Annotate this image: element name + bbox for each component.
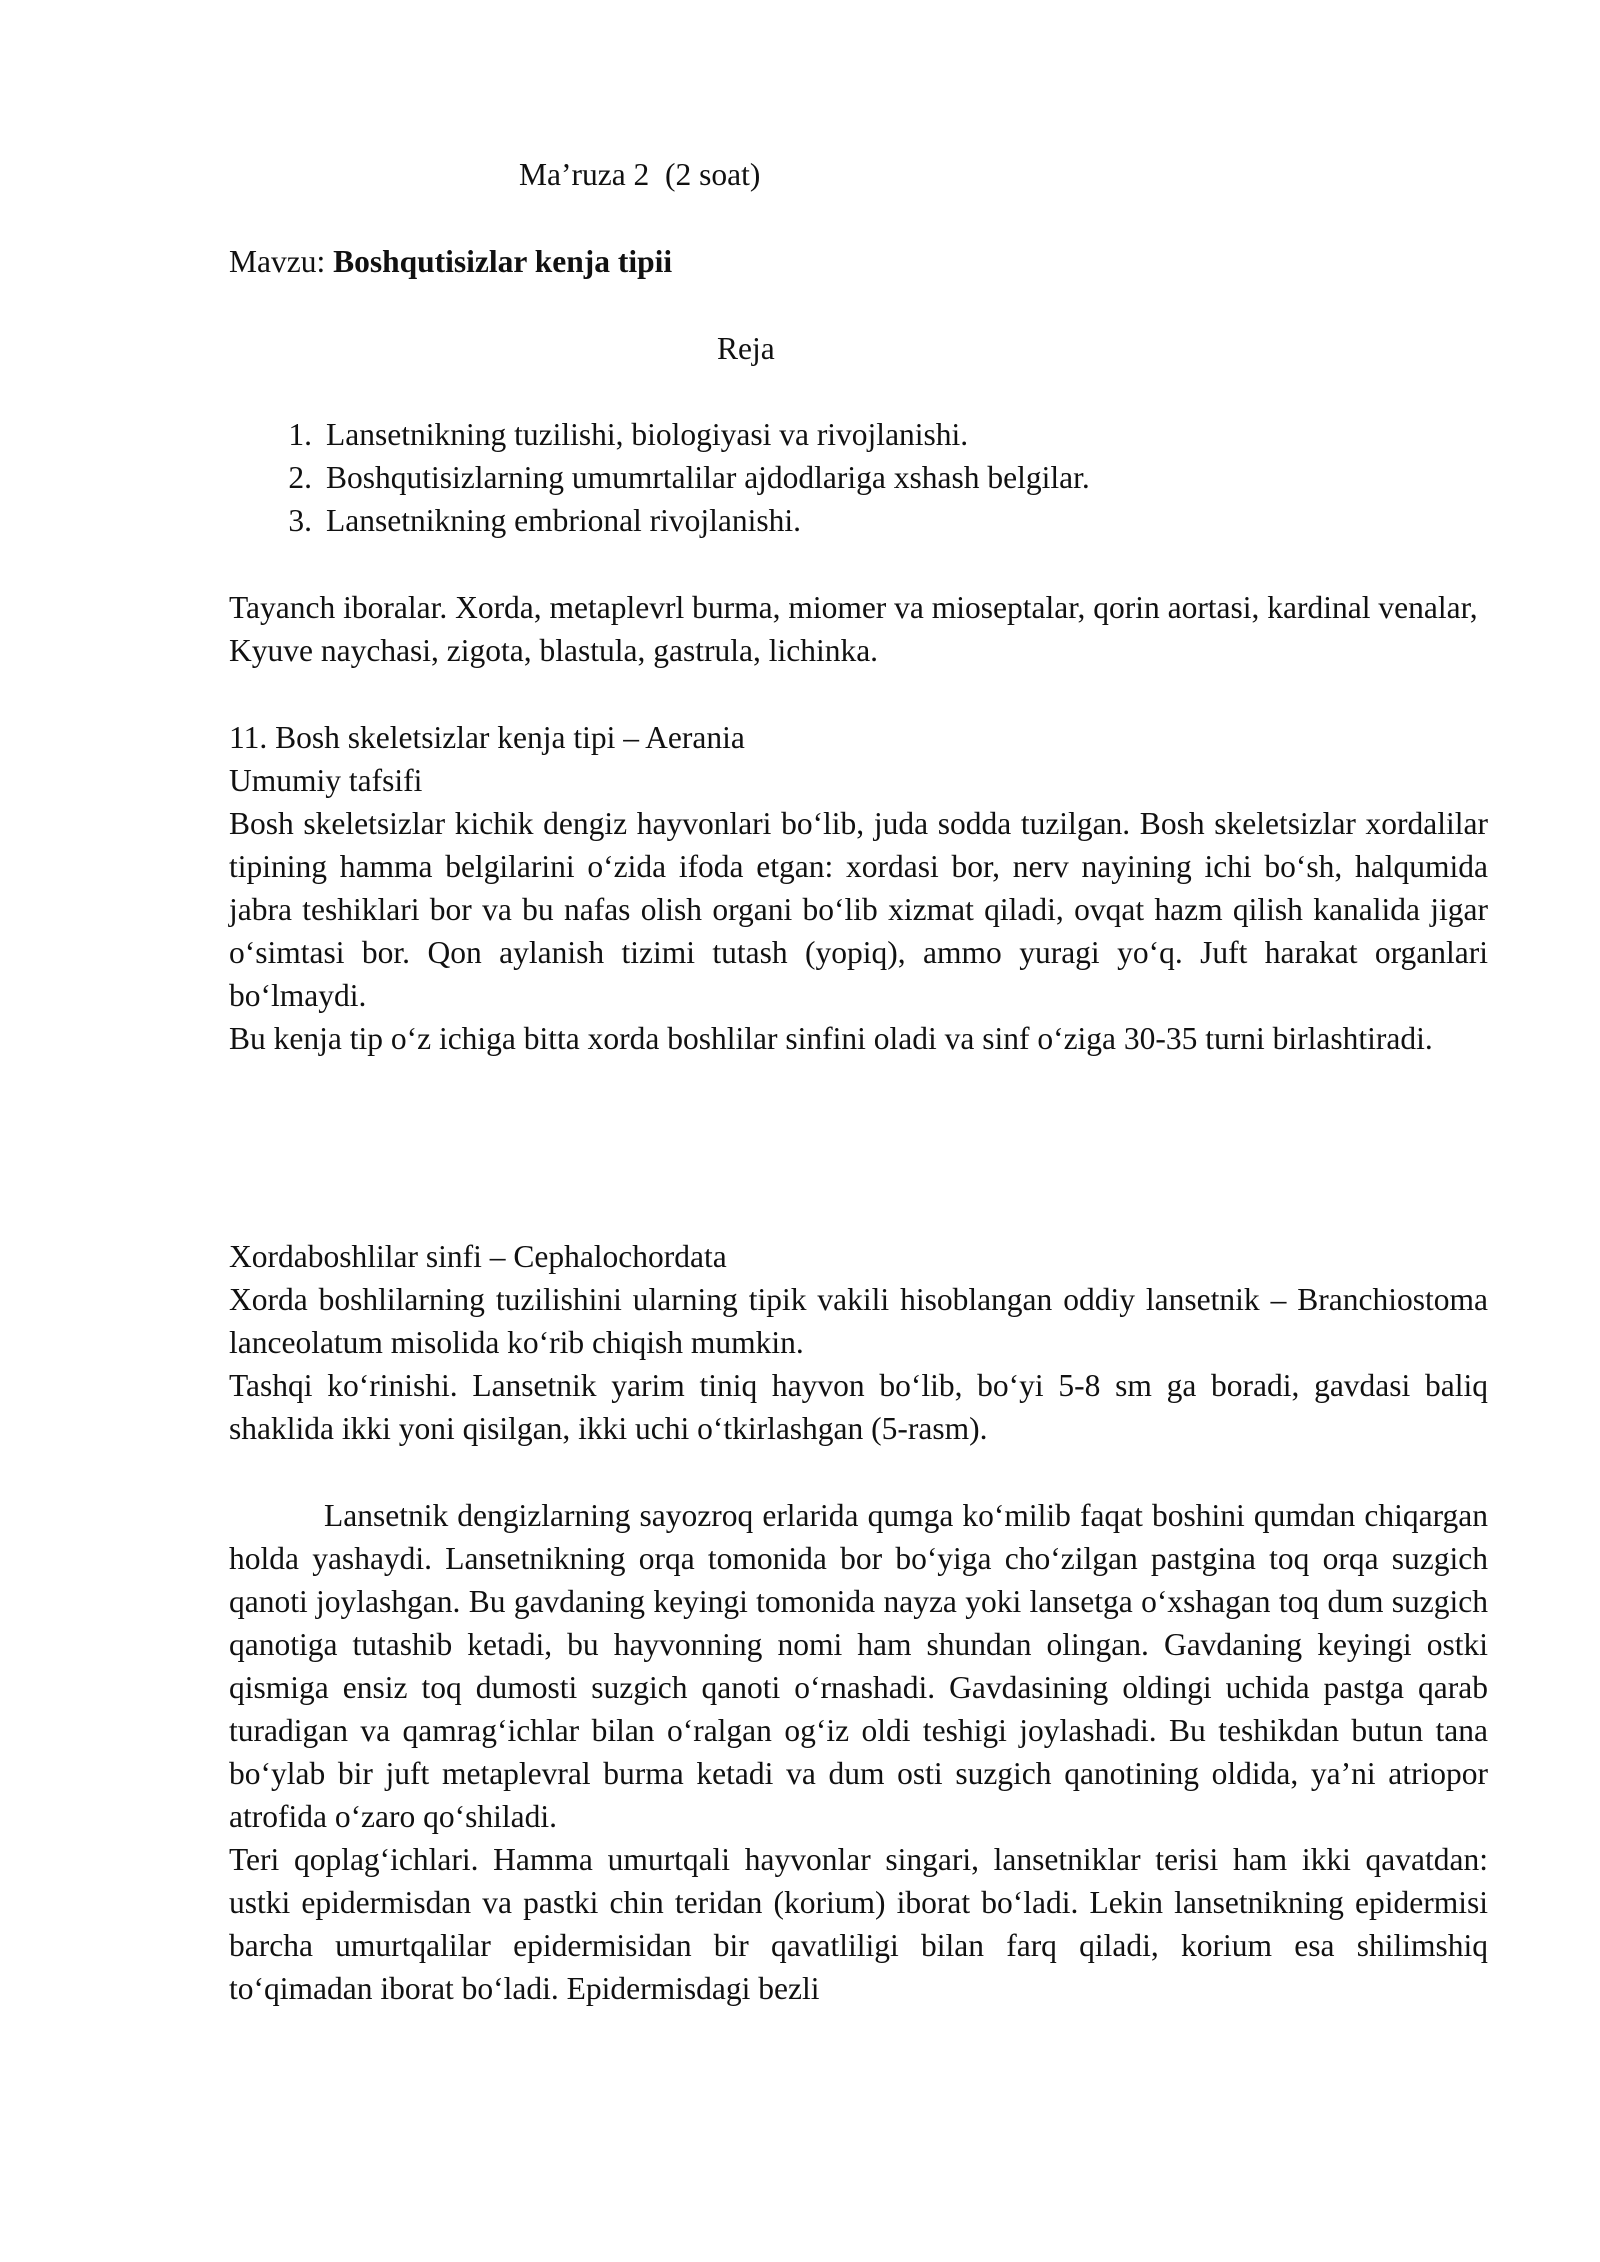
plan-item-number: 2.	[288, 460, 312, 495]
body-paragraph: Xorda boshlilarning tuzilishini ularning tipik vakili hisoblangan oddiy lansetnik – Branchiostoma lanceolatum misolida ko‘rib chiqish mumkin.	[229, 1282, 1488, 1360]
section-lansetnik-description	[229, 1494, 1488, 2010]
topic-value: Boshqutisizlar kenja tipii	[333, 244, 673, 279]
section-xordaboshlilar	[229, 1235, 1488, 1450]
section-heading: 11. Bosh skeletsizlar kenja tipi – Aerania	[229, 720, 745, 755]
section-subheading: Umumiy tafsifi	[229, 763, 423, 798]
plan-item-text: Boshqutisizlarning umumrtalilar ajdodlariga xshash belgilar.	[326, 460, 1090, 495]
plan-item	[270, 499, 1470, 542]
plan-list	[270, 413, 1470, 542]
lecture-title: Ma’ruza 2 (2 soat)	[519, 157, 761, 192]
plan-item-number: 1.	[288, 417, 312, 452]
plan-item	[270, 413, 1470, 456]
keywords-paragraph: Tayanch iboralar. Xorda, metaplevrl burma, miomer va mioseptalar, qorin aortasi, kardinal venalar, Kyuve naychasi, zigota, blastula, gastrula, lichinka.	[229, 590, 1478, 668]
plan-heading: Reja	[717, 331, 775, 366]
section-bosh-skeletsizlar	[229, 716, 1488, 1060]
plan-item-number: 3.	[288, 503, 312, 538]
topic-line	[229, 240, 1488, 283]
body-paragraph: Bu kenja tip o‘z ichiga bitta xorda boshlilar sinfini oladi va sinf o‘ziga 30-35 turni birlashtiradi.	[229, 1021, 1433, 1056]
body-paragraph: Teri qoplag‘ichlari. Hamma umurtqali hayvonlar singari, lansetniklar terisi ham ikki qavatdan: ustki epidermisdan va pastki chin teridan (korium) iborat bo‘ladi. Lekin lansetnikning epidermisi barcha umurtqalilar epidermisidan bir qavatliligi bilan farq qiladi, korium esa shilimshiq to‘qimadan iborat bo‘ladi. Epidermisdagi bezli	[229, 1842, 1488, 2006]
topic-label: Mavzu:	[229, 244, 334, 279]
body-paragraph: Tashqi ko‘rinishi. Lansetnik yarim tiniq hayvon bo‘lib, bo‘yi 5-8 sm ga boradi, gavdasi baliq shaklida ikki yoni qisilgan, ikki uchi o‘tkirlashgan (5-rasm).	[229, 1368, 1488, 1446]
section-heading: Xordaboshlilar sinfi – Cephalochordata	[229, 1239, 727, 1274]
body-paragraph: Lansetnik dengizlarning sayozroq erlarida qumga ko‘milib faqat boshini qumdan chiqargan holda yashaydi. Lansetnikning orqa tomonida bor bo‘yiga cho‘zilgan pastgina toq orqa suzgich qanoti joylashgan. Bu gavdaning keyingi tomonida nayza yoki lansetga o‘xshagan toq dum suzgich qanotiga tutashib ketadi, bu hayvonning nomi ham shundan olingan. Gavdaning keyingi ostki qismiga ensiz toq dumosti suzgich qanoti o‘rnashadi. Gavdasining oldingi uchida pastga qarab turadigan va qamrag‘ichlar bilan o‘ralgan og‘iz oldi teshigi joylashadi. Bu teshikdan butun tana bo‘ylab bir juft metaplevral burma ketadi va dum osti suzgich qanotining oldida, ya’ni atriopor atrofida o‘zaro qo‘shiladi.	[229, 1498, 1488, 1834]
plan-item-text: Lansetnikning tuzilishi, biologiyasi va rivojlanishi.	[326, 417, 969, 452]
plan-item	[270, 456, 1470, 499]
plan-item-text: Lansetnikning embrional rivojlanishi.	[326, 503, 802, 538]
body-paragraph: Bosh skeletsizlar kichik dengiz hayvonlari bo‘lib, juda sodda tuzilgan. Bosh skeletsizlar xordalilar tipining hamma belgilarini o‘zida ifoda etgan: xordasi bor, nerv nayining ichi bo‘sh, halqumida jabra teshiklari bor va bu nafas olish organi bo‘lib xizmat qiladi, ovqat hazm qilish kanalida jigar o‘simtasi bor. Qon aylanish tizimi tutash (yopiq), ammo yuragi yo‘q. Juft harakat organlari bo‘lmaydi.	[229, 806, 1488, 1013]
